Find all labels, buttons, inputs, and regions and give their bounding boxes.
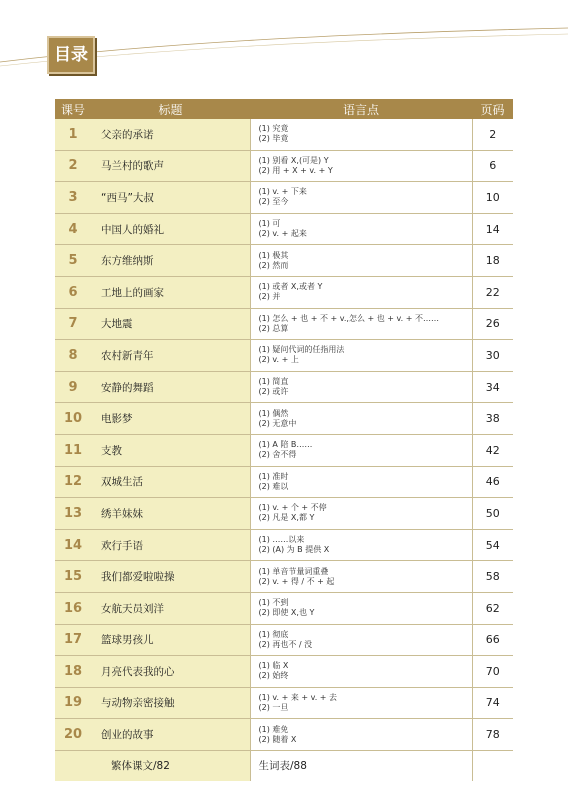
- lesson-row[interactable]: [55, 466, 513, 498]
- page-number: 42: [472, 434, 513, 466]
- lesson-row[interactable]: [55, 119, 513, 150]
- lesson-row[interactable]: [55, 592, 513, 624]
- lesson-title[interactable]: “西马”大叔: [91, 182, 250, 214]
- language-points: [250, 656, 472, 688]
- language-point: (2) 至今: [258, 197, 289, 207]
- language-point: (2) 或许: [258, 387, 289, 397]
- lesson-title[interactable]: 篮球男孩儿: [91, 624, 250, 656]
- lesson-number: 14: [55, 529, 91, 561]
- page-number: 30: [472, 340, 513, 372]
- lesson-row[interactable]: [55, 719, 513, 751]
- header-title: 标题: [91, 99, 250, 119]
- language-point: (2) 总算: [258, 323, 289, 333]
- lesson-title[interactable]: 中国人的婚礼: [91, 213, 250, 245]
- lesson-number: 19: [55, 687, 91, 719]
- language-point: (1) 疑问代词的任指用法: [258, 345, 345, 355]
- language-point: (2) (A) 为 B 提供 X: [258, 545, 330, 555]
- lesson-row[interactable]: [55, 308, 513, 340]
- language-points: [250, 403, 472, 435]
- page-number: 6: [472, 150, 513, 182]
- lesson-title[interactable]: 与动物亲密接触: [91, 687, 250, 719]
- language-point: (2) 用 + X + v. + Y: [258, 165, 333, 175]
- header-page: 页码: [472, 99, 513, 119]
- language-point: (1) v. + 来 + v. + 去: [258, 692, 338, 702]
- lesson-title[interactable]: 安静的舞蹈: [91, 371, 250, 403]
- language-point: (1) A 陪 B……: [258, 440, 313, 450]
- lesson-number: 9: [55, 371, 91, 403]
- lesson-row[interactable]: [55, 245, 513, 277]
- language-point: (2) 随着 X: [258, 734, 297, 744]
- language-point: (2) 并: [258, 292, 281, 302]
- language-points: [250, 119, 472, 150]
- lesson-row[interactable]: [55, 403, 513, 435]
- language-point: (2) 难以: [258, 481, 289, 491]
- language-points: [250, 529, 472, 561]
- lesson-row[interactable]: [55, 213, 513, 245]
- page-number: 14: [472, 213, 513, 245]
- toc-table: [55, 99, 513, 781]
- language-point: (1) 可: [258, 219, 281, 229]
- lesson-row[interactable]: [55, 434, 513, 466]
- footer-spacer: [55, 750, 91, 781]
- header-language-points: 语言点: [250, 99, 472, 119]
- footer-traditional-text[interactable]: 繁体课文/82: [91, 750, 250, 781]
- language-point: (1) v. + 下来: [258, 187, 307, 197]
- lesson-number: 17: [55, 624, 91, 656]
- language-points: [250, 182, 472, 214]
- language-points: [250, 719, 472, 751]
- language-point: (2) 一旦: [258, 702, 289, 712]
- lesson-row[interactable]: [55, 687, 513, 719]
- language-points: [250, 276, 472, 308]
- toc-footer-row: [55, 750, 513, 781]
- lesson-title[interactable]: 双城生活: [91, 466, 250, 498]
- lesson-number: 7: [55, 308, 91, 340]
- lesson-number: 4: [55, 213, 91, 245]
- page-number: 26: [472, 308, 513, 340]
- lesson-title[interactable]: 东方维纳斯: [91, 245, 250, 277]
- language-points: [250, 592, 472, 624]
- lesson-title[interactable]: 马兰村的歌声: [91, 150, 250, 182]
- language-point: (1) 准时: [258, 471, 289, 481]
- lesson-title[interactable]: 女航天员刘洋: [91, 592, 250, 624]
- lesson-number: 10: [55, 403, 91, 435]
- lesson-row[interactable]: [55, 498, 513, 530]
- footer-vocabulary[interactable]: 生词表/88: [250, 750, 472, 781]
- language-points: [250, 308, 472, 340]
- language-points: [250, 434, 472, 466]
- language-point: (2) 凡是 X,都 Y: [258, 513, 315, 523]
- language-point: (1) 单音节量词重叠: [258, 566, 329, 576]
- language-point: (2) 毕竟: [258, 134, 289, 144]
- language-points: [250, 150, 472, 182]
- page-number: 10: [472, 182, 513, 214]
- page-number: 66: [472, 624, 513, 656]
- page-number: 78: [472, 719, 513, 751]
- header-lesson-number: 课号: [55, 99, 91, 119]
- language-point: (1) 或者 X,或者 Y: [258, 282, 323, 292]
- footer-blank: [472, 750, 513, 781]
- page-number: 62: [472, 592, 513, 624]
- language-point: (1) 极其: [258, 250, 289, 260]
- language-point: (1) 别看 X,(可是) Y: [258, 155, 329, 165]
- page-number: 2: [472, 119, 513, 150]
- lesson-title[interactable]: 大地震: [91, 308, 250, 340]
- language-point: (1) 不到: [258, 598, 289, 608]
- page-number: 38: [472, 403, 513, 435]
- lesson-number: 15: [55, 561, 91, 593]
- lesson-number: 1: [55, 119, 91, 150]
- lesson-title[interactable]: 电影梦: [91, 403, 250, 435]
- lesson-row[interactable]: [55, 340, 513, 372]
- lesson-title[interactable]: 工地上的画家: [91, 276, 250, 308]
- language-point: (2) 即使 X,也 Y: [258, 608, 315, 618]
- lesson-row[interactable]: [55, 371, 513, 403]
- language-point: (1) 究竟: [258, 124, 289, 134]
- lesson-number: 13: [55, 498, 91, 530]
- page-number: 74: [472, 687, 513, 719]
- page-title: 目录: [47, 36, 95, 74]
- page-number: 50: [472, 498, 513, 530]
- language-point: (1) 难免: [258, 724, 289, 734]
- lesson-title[interactable]: 支教: [91, 434, 250, 466]
- language-points: [250, 687, 472, 719]
- language-points: [250, 624, 472, 656]
- lesson-number: 16: [55, 592, 91, 624]
- lesson-title[interactable]: 月亮代表我的心: [91, 656, 250, 688]
- lesson-number: 12: [55, 466, 91, 498]
- lesson-title[interactable]: 创业的故事: [91, 719, 250, 751]
- language-points: [250, 340, 472, 372]
- language-point: (2) 无意中: [258, 418, 297, 428]
- lesson-row[interactable]: [55, 276, 513, 308]
- lesson-row[interactable]: [55, 561, 513, 593]
- language-point: (2) v. + 得 / 不 + 起: [258, 576, 335, 586]
- language-point: (2) 舍不得: [258, 450, 297, 460]
- language-points: [250, 371, 472, 403]
- lesson-row[interactable]: [55, 624, 513, 656]
- language-point: (1) v. + 个 + 不停: [258, 503, 327, 513]
- language-point: (1) 彻底: [258, 629, 289, 639]
- lesson-title[interactable]: 欢行手语: [91, 529, 250, 561]
- lesson-number: 11: [55, 434, 91, 466]
- lesson-number: 8: [55, 340, 91, 372]
- language-point: (1) 简直: [258, 377, 289, 387]
- page-number: 58: [472, 561, 513, 593]
- language-point: (1) 偶然: [258, 408, 289, 418]
- lesson-title[interactable]: 父亲的承诺: [91, 119, 250, 150]
- language-point: (2) 再也不 / 没: [258, 639, 313, 649]
- lesson-number: 18: [55, 656, 91, 688]
- language-points: [250, 561, 472, 593]
- page-number: 34: [472, 371, 513, 403]
- page-number: 46: [472, 466, 513, 498]
- lesson-title[interactable]: 绣羊妹妹: [91, 498, 250, 530]
- language-points: [250, 498, 472, 530]
- toc-header-row: [55, 99, 513, 119]
- language-point: (2) 始终: [258, 671, 289, 681]
- language-point: (1) 怎么 + 也 + 不 + v.,怎么 + 也 + v. + 不……: [258, 313, 439, 323]
- lesson-row[interactable]: [55, 182, 513, 214]
- lesson-number: 2: [55, 150, 91, 182]
- lesson-number: 20: [55, 719, 91, 751]
- language-point: (2) 然而: [258, 260, 289, 270]
- language-point: (2) v. + 起来: [258, 229, 307, 239]
- lesson-number: 3: [55, 182, 91, 214]
- lesson-number: 5: [55, 245, 91, 277]
- lesson-title[interactable]: 我们都爱啦啦操: [91, 561, 250, 593]
- language-point: (2) v. + 上: [258, 355, 299, 365]
- page-number: 22: [472, 276, 513, 308]
- lesson-row[interactable]: [55, 150, 513, 182]
- page-number: 18: [472, 245, 513, 277]
- toc-body: [55, 119, 513, 750]
- lesson-row[interactable]: [55, 529, 513, 561]
- lesson-title[interactable]: 农村新青年: [91, 340, 250, 372]
- language-points: [250, 245, 472, 277]
- lesson-row[interactable]: [55, 656, 513, 688]
- language-point: (1) 临 X: [258, 661, 289, 671]
- language-point: (1) ……以来: [258, 535, 305, 545]
- language-points: [250, 466, 472, 498]
- lesson-number: 6: [55, 276, 91, 308]
- page-number: 70: [472, 656, 513, 688]
- language-points: [250, 213, 472, 245]
- page-number: 54: [472, 529, 513, 561]
